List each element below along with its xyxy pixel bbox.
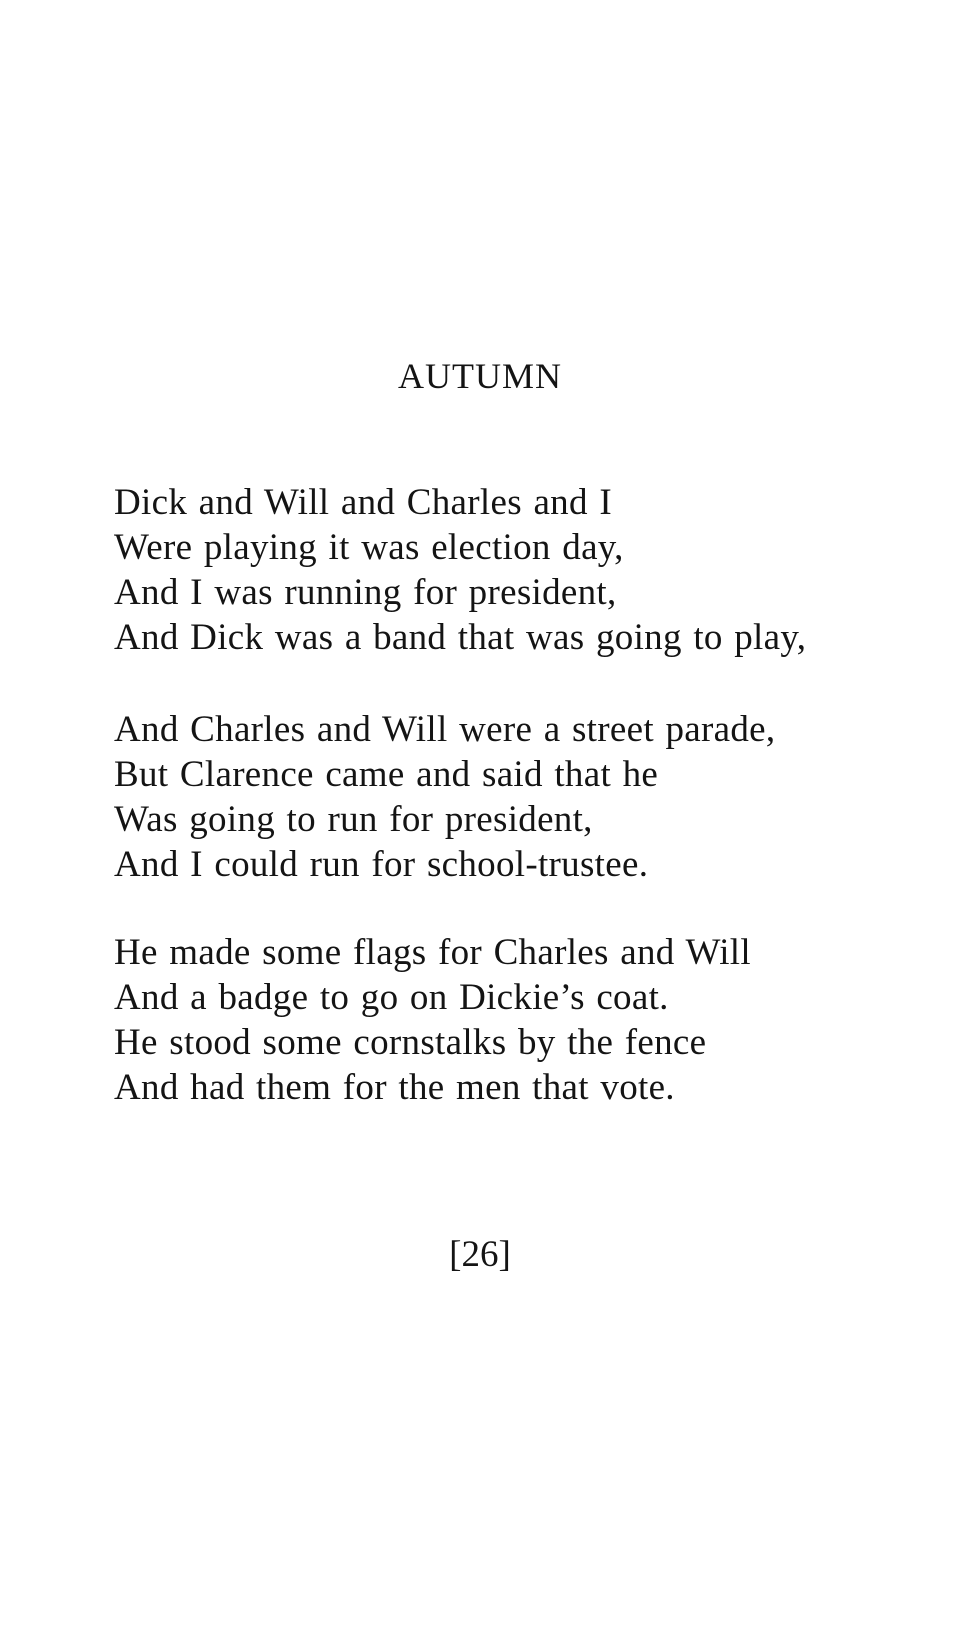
poem-line: And I could run for school-trustee. <box>114 844 649 885</box>
poem-line: Dick and Will and Charles and I <box>114 482 612 523</box>
page-number: [26] <box>449 1234 511 1275</box>
poem-line: But Clarence came and said that he <box>114 754 659 795</box>
stanza-3 <box>114 930 751 1110</box>
poem-line: And I was running for president, <box>114 572 617 613</box>
poem-line: Were playing it was election day, <box>114 527 624 568</box>
poem-title: AUTUMN <box>398 356 562 396</box>
stanza-1 <box>114 480 806 660</box>
poem-line: And Dick was a band that was going to play, <box>114 617 807 658</box>
poem-line: And had them for the men that vote. <box>114 1067 675 1108</box>
stanza-2 <box>114 707 775 887</box>
poem-line: He made some flags for Charles and Will <box>114 932 751 973</box>
poem-line: He stood some cornstalks by the fence <box>114 1022 707 1063</box>
poem-line: And a badge to go on Dickie’s coat. <box>114 977 669 1018</box>
poem-line: Was going to run for president, <box>114 799 593 840</box>
poem-line: And Charles and Will were a street parade, <box>114 709 776 750</box>
